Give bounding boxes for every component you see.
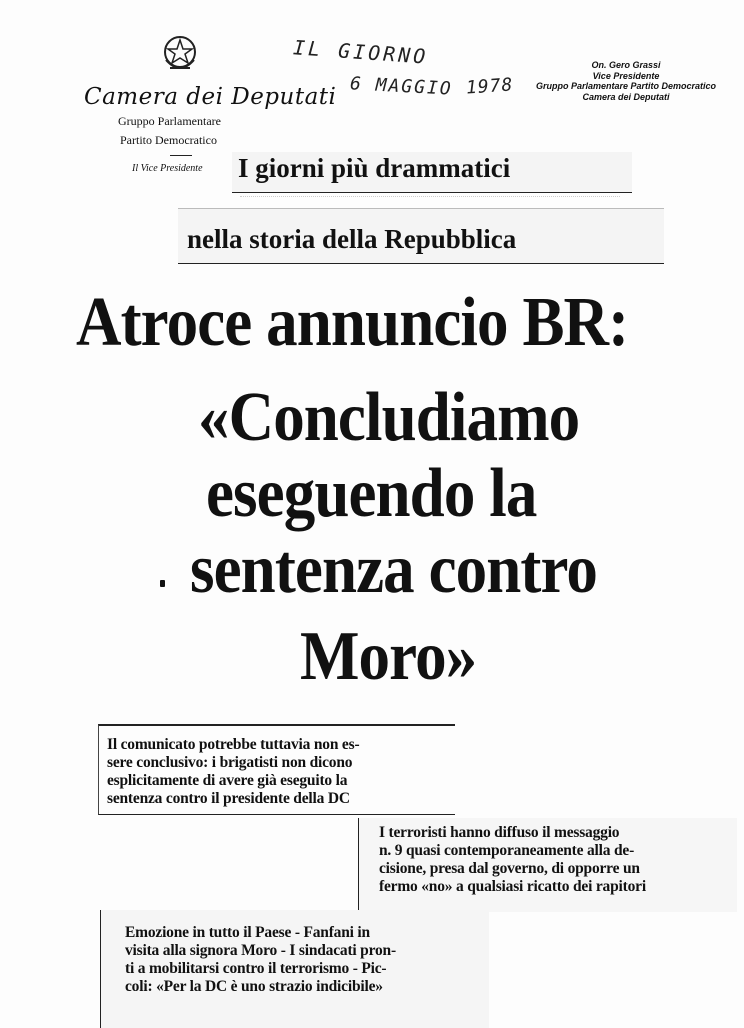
summary-box-2-line: cisione, presa dal governo, di opporre un bbox=[379, 860, 640, 877]
stamp-role: Vice Presidente bbox=[592, 70, 660, 81]
summary-box-3-line: Emozione in tutto il Paese - Fanfani in bbox=[125, 924, 370, 941]
letterhead-party: Partito Democratico bbox=[120, 133, 217, 147]
handwritten-date: 6 MAGGIO bbox=[349, 73, 454, 100]
summary-box-3 bbox=[100, 910, 489, 1028]
summary-box-2-line: fermo «no» a qualsiasi ricatto dei rapitori bbox=[379, 878, 646, 895]
summary-box-1-line: sere conclusivo: i brigatisti non dicono bbox=[107, 754, 353, 771]
handwritten-year: 1978 bbox=[465, 74, 515, 99]
letterhead-divider bbox=[170, 155, 192, 156]
kicker-line-1: I giorni più drammatici bbox=[238, 153, 511, 183]
republic-emblem-icon bbox=[160, 32, 200, 76]
summary-box-2-line: I terroristi hanno diffuso il messaggio bbox=[379, 824, 620, 841]
letterhead-title: Camera dei Deputati bbox=[84, 84, 337, 110]
summary-box-3-line: ti a mobilitarsi contro il terrorismo - Pic- bbox=[125, 960, 387, 977]
summary-box-2 bbox=[358, 818, 737, 912]
stamp-name: On. Gero Grassi bbox=[591, 60, 661, 70]
headline-line-2: «Concludiamo bbox=[198, 379, 580, 456]
summary-box-2-line: n. 9 quasi contemporaneamente alla de- bbox=[379, 842, 635, 859]
letterhead-group: Gruppo Parlamentare bbox=[118, 114, 221, 128]
headline-line-4: sentenza contro bbox=[190, 531, 598, 608]
stamp-chamber: Camera dei Deputati bbox=[582, 91, 670, 102]
summary-box-1 bbox=[98, 724, 455, 815]
clipping-edge bbox=[240, 196, 620, 207]
summary-box-3-line: visita alla signora Moro - I sindacati pron- bbox=[125, 942, 396, 959]
summary-box-1-line: esplicitamente di avere già eseguito la bbox=[107, 772, 348, 789]
headline-line-3: eseguendo la bbox=[206, 455, 537, 532]
ink-mark bbox=[160, 580, 165, 587]
stamp-group: Gruppo Parlamentare Partito Democratico bbox=[535, 81, 717, 91]
summary-box-1-line: sentenza contro il presidente della DC bbox=[107, 790, 350, 807]
office-stamp bbox=[516, 60, 736, 102]
handwritten-newspaper-name: IL GIORNO bbox=[292, 35, 430, 69]
summary-box-1-line: Il comunicato potrebbe tuttavia non es- bbox=[107, 736, 360, 753]
headline-line-5: Moro» bbox=[300, 618, 477, 695]
letterhead-vice-president: Il Vice Presidente bbox=[132, 163, 203, 174]
kicker-line-2: nella storia della Repubblica bbox=[187, 224, 517, 254]
headline-line-1: Atroce annuncio BR: bbox=[76, 284, 629, 361]
summary-box-3-line: coli: «Per la DC è uno strazio indicibile» bbox=[125, 978, 383, 995]
